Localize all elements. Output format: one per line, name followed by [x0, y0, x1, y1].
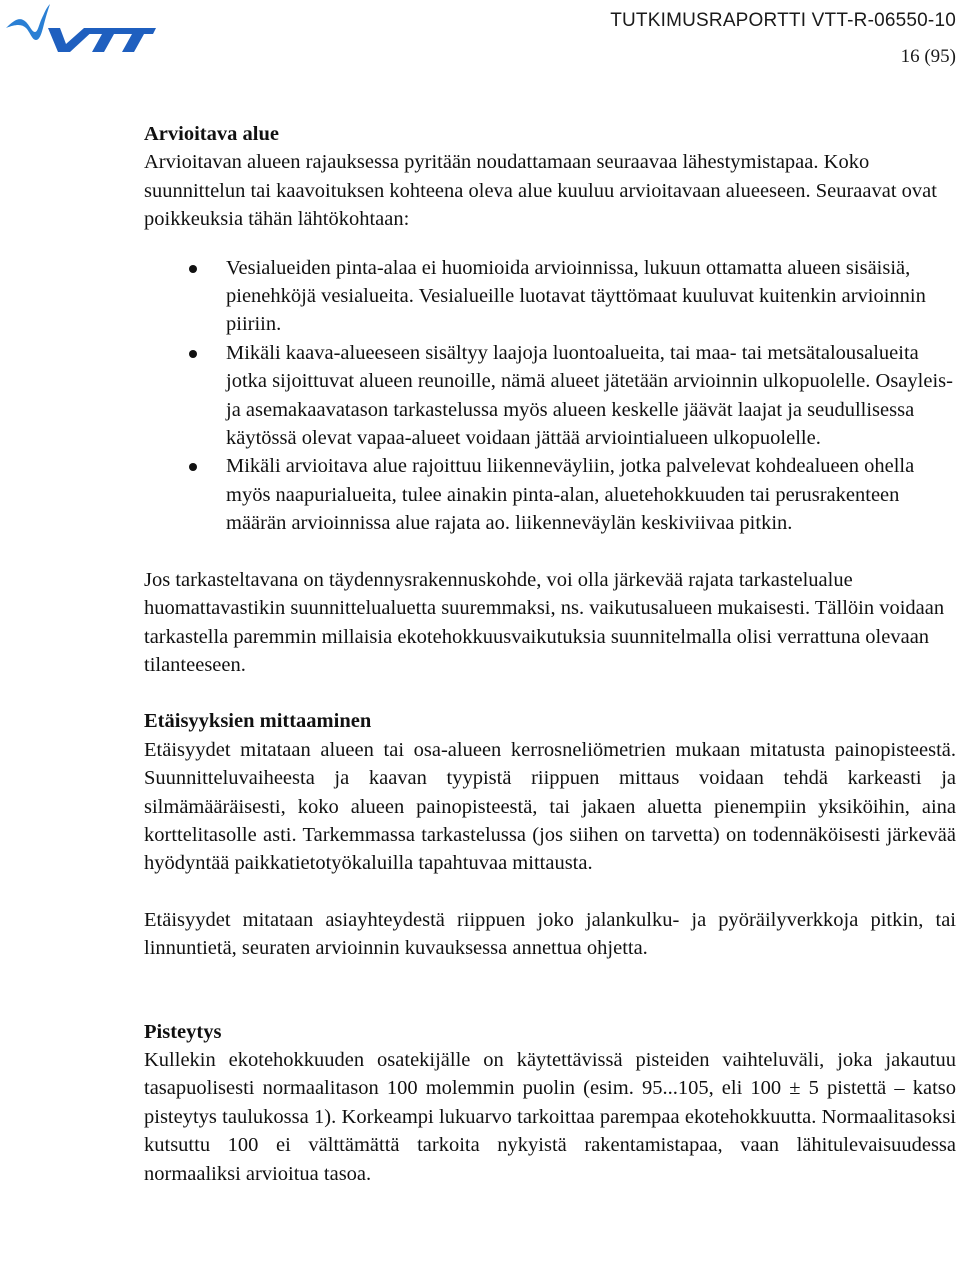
paragraph-intro: Arvioitavan alueen rajauksessa pyritään noudattamaan seuraavaa lähestymistapaa. Koko suunnittelun tai kaavoituksen kohteena oleva alue kuuluu arvioitavaan alueeseen. Seuraavat ovat poikkeuksia tähän lähtökohtaan: [144, 151, 937, 231]
list-item [144, 254, 956, 339]
list-item-text: Vesialueiden pinta-alaa ei huomioida arvioinnissa, lukuun ottamatta alueen sisäisiä, pienehköjä vesialueita. Vesialueille luotavat täyttömaat kuuluvat kuitenkin arvioinnin piiriin. [226, 256, 926, 336]
bullet-icon [189, 350, 197, 358]
bullet-list [144, 254, 956, 538]
section-heading-etaisyyksien-mittaaminen: Etäisyyksien mittaaminen [144, 710, 372, 733]
list-item-text: Mikäli kaava-alueeseen sisältyy laajoja luontoalueita, tai maa- tai metsätalousalueita jotka sijoittuvat alueen reunoille, nämä alueet jätetään arvioinnin ulkopuolelle. Osayleis- ja asemakaavatason tarkastelussa myös alueen keskelle jäävät laajat ja seudullisessa käytössä olevat vapaa-alueet voidaan jättää arviointialueen ulkopuolelle. [226, 341, 953, 450]
vtt-logo [4, 2, 156, 54]
page-number: 16 (95) [900, 46, 956, 67]
section-heading-arvioitava-alue: Arvioitava alue [144, 123, 279, 145]
bullet-icon [189, 265, 197, 273]
paragraph-closing: Jos tarkasteltavana on täydennysrakennuskohde, voi olla järkevää rajata tarkastelualue huomattavastikin suunnittelualuetta suuremmaksi, ns. vaikutusalueen mukaisesti. Tällöin voidaan tarkastella paremmin millaisia ekotehokkuusvaikutuksia suunnitelmalla olisi verrattuna olevaan tilanteeseen. [144, 568, 945, 676]
report-id: TUTKIMUSRAPORTTI VTT-R-06550-10 [610, 10, 956, 31]
bullet-icon [189, 463, 197, 471]
list-item [144, 339, 956, 453]
document-body [144, 120, 956, 1188]
section-heading-pisteytys: Pisteytys [144, 1020, 222, 1043]
list-item-text: Mikäli arvioitava alue rajoittuu liikenneväyliin, jotka palvelevat kohdealueen ohella myös naapurialueita, tulee ainakin pinta-alan, aluetehokkuuden tai perusrakenteen määrän arvioinnissa alue rajata ao. liikenneväylän keskiviivaa pitkin. [226, 455, 915, 535]
list-item [144, 452, 956, 537]
paragraph-measurement-routes: Etäisyydet mitataan asiayhteydestä riippuen joko jalankulku- ja pyöräilyverkkoja pitkin, tai linnuntietä, seuraten arvioinnin kuvauksessa annettua ohjetta. [144, 908, 956, 960]
paragraph-measurement: Etäisyydet mitataan alueen tai osa-alueen kerrosneliömetrien mukaan mitatusta painopisteestä. Suunnitteluvaiheesta ja kaavan tyypistä riippuen mittaus voidaan tehdä karkeasti ja silmämääräisesti, koko alueen painopisteestä, tai jakaen aluetta pienempiin yksiköihin, aina korttelitasolle asti. Tarkemmassa tarkastelussa (jos siihen on tarvetta) on todennäköisesti järkevää hyödyntää paikkatietotyökaluilla tapahtuvaa mittausta. [144, 738, 956, 875]
paragraph-scoring: Kullekin ekotehokkuuden osatekijälle on käytettävissä pisteiden vaihteluväli, joka jakautuu tasapuolisesti normaalitason 100 molemmin puolin (esim. 95...105, eli 100 ± 5 pistettä – katso pisteytys taulukossa 1). Korkeampi lukuarvo tarkoittaa parempaa ekotehokkuutta. Normaalitasoksi kutsuttu 100 ei välttämättä tarkoita nykyistä rakentamistapaa, vaan lähitulevaisuudessa normaaliksi arvioitua tasoa. [144, 1048, 956, 1185]
